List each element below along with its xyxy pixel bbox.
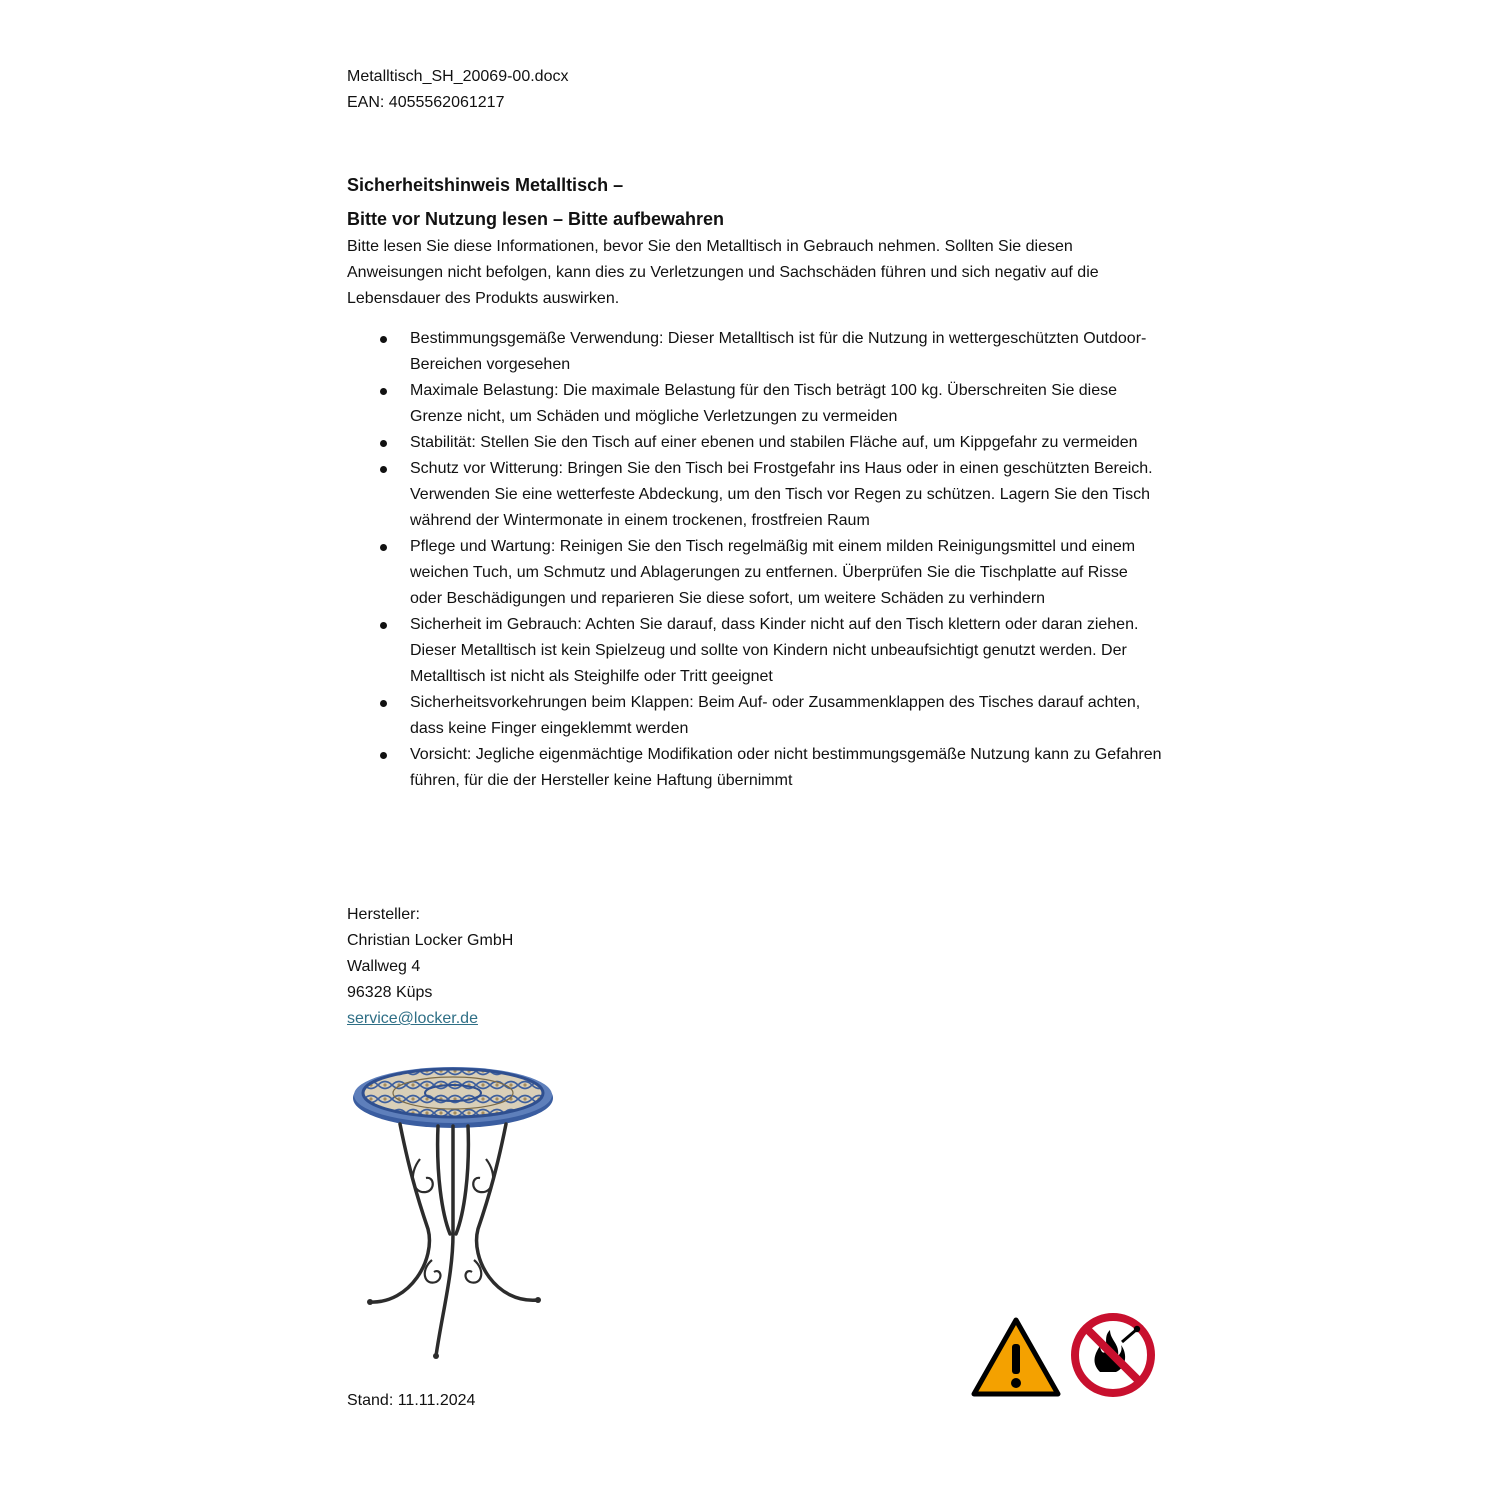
list-item: Bestimmungsgemäße Verwendung: Dieser Metalltisch ist für die Nutzung in wettergeschützten Outdoor-Bereichen vorgesehen bbox=[347, 326, 1162, 378]
ean-code: EAN: 4055562061217 bbox=[347, 94, 505, 111]
document-header bbox=[347, 64, 568, 116]
service-email-link[interactable]: service@locker.de bbox=[347, 1010, 478, 1027]
list-item: Vorsicht: Jegliche eigenmächtige Modifikation oder nicht bestimmungsgemäße Nutzung kann zu Gefahren führen, für die der Hersteller keine Haftung übernimmt bbox=[347, 742, 1162, 794]
file-name: Metalltisch_SH_20069-00.docx bbox=[347, 68, 569, 85]
document-date: Stand: 11.11.2024 bbox=[347, 1392, 476, 1409]
list-item: Pflege und Wartung: Reinigen Sie den Tisch regelmäßig mit einem milden Reinigungsmittel und einem weichen Tuch, um Schmutz und Ablagerungen zu entfernen. Überprüfen Sie die Tischplatte auf Risse oder Beschädigungen und reparieren Sie diese sofort, um weitere Schäden zu verhindern bbox=[347, 534, 1162, 612]
safety-rules-list bbox=[347, 326, 1162, 794]
title-line-2: Bitte vor Nutzung lesen – Bitte aufbewahren bbox=[347, 209, 725, 229]
manufacturer-city: 96328 Küps bbox=[347, 984, 433, 1001]
list-item: Sicherheitsvorkehrungen beim Klappen: Beim Auf- oder Zusammenklappen des Tisches darauf achten, dass keine Finger eingeklemmt werden bbox=[347, 690, 1162, 742]
document-title bbox=[347, 168, 724, 236]
no-open-flame-icon bbox=[1070, 1312, 1156, 1398]
list-item: Schutz vor Witterung: Bringen Sie den Tisch bei Frostgefahr ins Haus oder in einen geschützten Bereich. Verwenden Sie eine wetterfeste Abdeckung, um den Tisch vor Regen zu schützen. Lagern Sie den Tisch während der Wintermonate in einem trockenen, frostfreien Raum bbox=[347, 456, 1162, 534]
list-item: Sicherheit im Gebrauch: Achten Sie darauf, dass Kinder nicht auf den Tisch klettern oder daran ziehen. Dieser Metalltisch ist kein Spielzeug und sollte von Kindern nicht unbeaufsichtigt genutzt werden. Der Metalltisch ist nicht als Steighilfe oder Tritt geeignet bbox=[347, 612, 1162, 690]
manufacturer-company: Christian Locker GmbH bbox=[347, 932, 514, 949]
warning-icon bbox=[970, 1316, 1062, 1398]
mosaic-bistro-table-image bbox=[350, 1064, 556, 1364]
list-item: Stabilität: Stellen Sie den Tisch auf einer ebenen und stabilen Fläche auf, um Kippgefahr zu vermeiden bbox=[347, 430, 1162, 456]
manufacturer-block bbox=[347, 902, 513, 1032]
list-item: Maximale Belastung: Die maximale Belastung für den Tisch beträgt 100 kg. Überschreiten Sie diese Grenze nicht, um Schäden und mögliche Verletzungen zu vermeiden bbox=[347, 378, 1162, 430]
manufacturer-label: Hersteller: bbox=[347, 906, 420, 923]
title-line-1: Sicherheitshinweis Metalltisch – bbox=[347, 175, 624, 195]
manufacturer-street: Wallweg 4 bbox=[347, 958, 421, 975]
intro-paragraph: Bitte lesen Sie diese Informationen, bevor Sie den Metalltisch in Gebrauch nehmen. Sollten Sie diesen Anweisungen nicht befolgen, kann dies zu Verletzungen und Sachschäden führen und sich negativ auf die Lebensdauer des Produkts auswirken. bbox=[347, 238, 1099, 307]
